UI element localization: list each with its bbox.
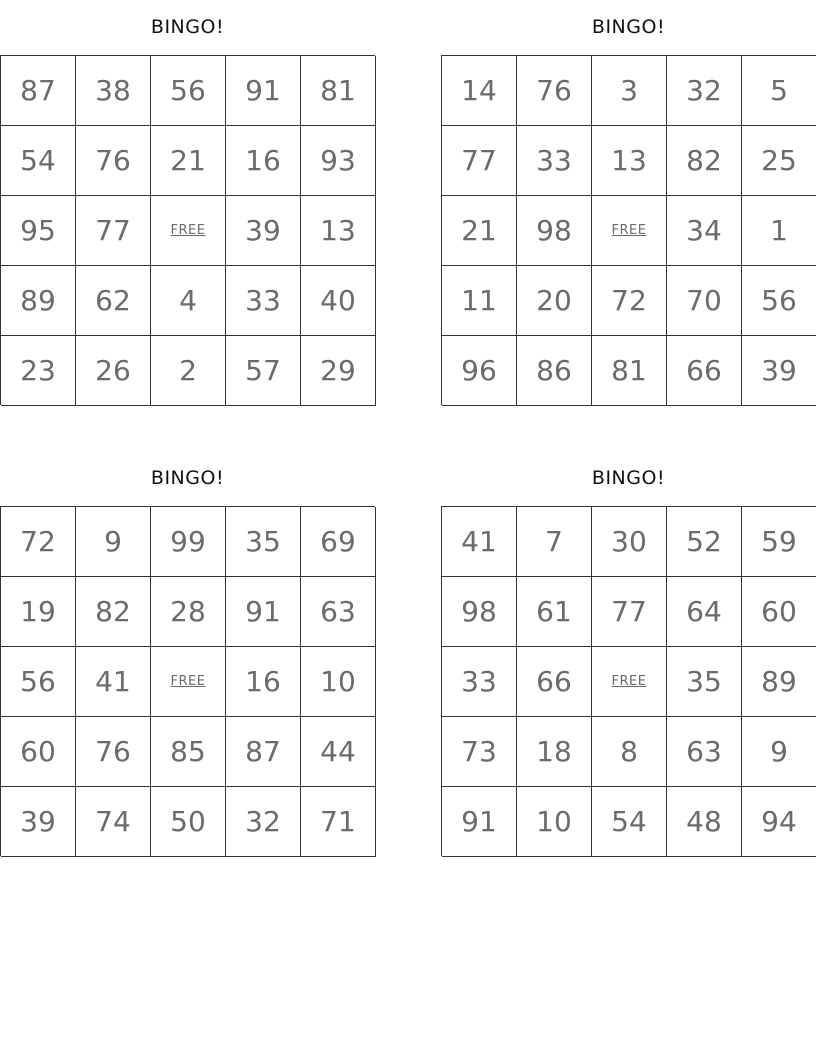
bingo-number-cell: 23 bbox=[1, 336, 76, 406]
bingo-number-cell: 95 bbox=[1, 196, 76, 266]
bingo-number-cell: 71 bbox=[301, 787, 376, 857]
bingo-number-cell: 13 bbox=[301, 196, 376, 266]
bingo-number-cell: 21 bbox=[442, 196, 517, 266]
bingo-number-cell: 50 bbox=[151, 787, 226, 857]
bingo-number-cell: 63 bbox=[301, 577, 376, 647]
bingo-number-cell: 91 bbox=[442, 787, 517, 857]
bingo-number-cell: 44 bbox=[301, 717, 376, 787]
bingo-number-cell: 77 bbox=[592, 577, 667, 647]
bingo-grid bbox=[441, 55, 816, 405]
bingo-number-cell: 18 bbox=[517, 717, 592, 787]
bingo-number-cell: 91 bbox=[226, 56, 301, 126]
bingo-card-1 bbox=[0, 0, 375, 405]
bingo-number-cell: 56 bbox=[742, 266, 816, 336]
bingo-number-cell: 87 bbox=[226, 717, 301, 787]
bingo-number-cell: 62 bbox=[76, 266, 151, 336]
bingo-number-cell: 74 bbox=[76, 787, 151, 857]
bingo-number-cell: 64 bbox=[667, 577, 742, 647]
free-space-cell: FREE bbox=[151, 196, 226, 266]
bingo-number-cell: 4 bbox=[151, 266, 226, 336]
free-space-cell: FREE bbox=[151, 647, 226, 717]
bingo-number-cell: 10 bbox=[301, 647, 376, 717]
card-title: BINGO! bbox=[150, 467, 225, 489]
bingo-number-cell: 89 bbox=[742, 647, 816, 717]
bingo-number-cell: 66 bbox=[667, 336, 742, 406]
bingo-number-cell: 66 bbox=[517, 647, 592, 717]
bingo-number-cell: 32 bbox=[226, 787, 301, 857]
bingo-number-cell: 33 bbox=[517, 126, 592, 196]
bingo-number-cell: 69 bbox=[301, 507, 376, 577]
bingo-number-cell: 82 bbox=[76, 577, 151, 647]
bingo-number-cell: 35 bbox=[226, 507, 301, 577]
free-space-cell: FREE bbox=[592, 196, 667, 266]
bingo-number-cell: 35 bbox=[667, 647, 742, 717]
free-space-cell: FREE bbox=[592, 647, 667, 717]
bingo-number-cell: 30 bbox=[592, 507, 667, 577]
bingo-number-cell: 48 bbox=[667, 787, 742, 857]
bingo-number-cell: 10 bbox=[517, 787, 592, 857]
bingo-number-cell: 54 bbox=[592, 787, 667, 857]
bingo-number-cell: 54 bbox=[1, 126, 76, 196]
bingo-number-cell: 85 bbox=[151, 717, 226, 787]
bingo-number-cell: 82 bbox=[667, 126, 742, 196]
bingo-number-cell: 81 bbox=[592, 336, 667, 406]
bingo-number-cell: 89 bbox=[1, 266, 76, 336]
bingo-number-cell: 76 bbox=[76, 717, 151, 787]
bingo-number-cell: 11 bbox=[442, 266, 517, 336]
bingo-number-cell: 33 bbox=[442, 647, 517, 717]
bingo-number-cell: 91 bbox=[226, 577, 301, 647]
bingo-number-cell: 77 bbox=[76, 196, 151, 266]
bingo-number-cell: 16 bbox=[226, 647, 301, 717]
card-title: BINGO! bbox=[591, 16, 666, 38]
bingo-number-cell: 14 bbox=[442, 56, 517, 126]
bingo-number-cell: 76 bbox=[517, 56, 592, 126]
bingo-number-cell: 96 bbox=[442, 336, 517, 406]
bingo-number-cell: 16 bbox=[226, 126, 301, 196]
bingo-number-cell: 76 bbox=[76, 126, 151, 196]
bingo-number-cell: 33 bbox=[226, 266, 301, 336]
bingo-number-cell: 52 bbox=[667, 507, 742, 577]
bingo-number-cell: 21 bbox=[151, 126, 226, 196]
bingo-number-cell: 60 bbox=[742, 577, 816, 647]
bingo-number-cell: 39 bbox=[226, 196, 301, 266]
bingo-number-cell: 32 bbox=[667, 56, 742, 126]
bingo-number-cell: 3 bbox=[592, 56, 667, 126]
bingo-number-cell: 39 bbox=[742, 336, 816, 406]
bingo-number-cell: 72 bbox=[592, 266, 667, 336]
bingo-number-cell: 70 bbox=[667, 266, 742, 336]
bingo-number-cell: 1 bbox=[742, 196, 816, 266]
bingo-number-cell: 63 bbox=[667, 717, 742, 787]
bingo-number-cell: 7 bbox=[517, 507, 592, 577]
bingo-number-cell: 61 bbox=[517, 577, 592, 647]
bingo-card-3 bbox=[0, 451, 375, 856]
bingo-number-cell: 5 bbox=[742, 56, 816, 126]
bingo-number-cell: 39 bbox=[1, 787, 76, 857]
bingo-number-cell: 86 bbox=[517, 336, 592, 406]
bingo-number-cell: 38 bbox=[76, 56, 151, 126]
card-title: BINGO! bbox=[150, 16, 225, 38]
bingo-number-cell: 99 bbox=[151, 507, 226, 577]
bingo-number-cell: 29 bbox=[301, 336, 376, 406]
bingo-number-cell: 2 bbox=[151, 336, 226, 406]
bingo-grid bbox=[0, 506, 375, 856]
bingo-number-cell: 40 bbox=[301, 266, 376, 336]
bingo-grid bbox=[0, 55, 375, 405]
bingo-number-cell: 9 bbox=[76, 507, 151, 577]
bingo-number-cell: 59 bbox=[742, 507, 816, 577]
card-title: BINGO! bbox=[591, 467, 666, 489]
bingo-number-cell: 73 bbox=[442, 717, 517, 787]
bingo-number-cell: 25 bbox=[742, 126, 816, 196]
bingo-number-cell: 81 bbox=[301, 56, 376, 126]
bingo-number-cell: 41 bbox=[76, 647, 151, 717]
bingo-number-cell: 56 bbox=[1, 647, 76, 717]
bingo-card-2 bbox=[441, 0, 816, 405]
bingo-number-cell: 98 bbox=[442, 577, 517, 647]
bingo-number-cell: 57 bbox=[226, 336, 301, 406]
bingo-number-cell: 19 bbox=[1, 577, 76, 647]
bingo-number-cell: 87 bbox=[1, 56, 76, 126]
bingo-number-cell: 13 bbox=[592, 126, 667, 196]
bingo-grid bbox=[441, 506, 816, 856]
bingo-number-cell: 28 bbox=[151, 577, 226, 647]
bingo-number-cell: 26 bbox=[76, 336, 151, 406]
bingo-number-cell: 20 bbox=[517, 266, 592, 336]
bingo-number-cell: 72 bbox=[1, 507, 76, 577]
bingo-number-cell: 9 bbox=[742, 717, 816, 787]
bingo-number-cell: 34 bbox=[667, 196, 742, 266]
bingo-number-cell: 41 bbox=[442, 507, 517, 577]
bingo-number-cell: 93 bbox=[301, 126, 376, 196]
bingo-number-cell: 8 bbox=[592, 717, 667, 787]
bingo-number-cell: 60 bbox=[1, 717, 76, 787]
bingo-card-4 bbox=[441, 451, 816, 856]
bingo-number-cell: 77 bbox=[442, 126, 517, 196]
bingo-number-cell: 56 bbox=[151, 56, 226, 126]
bingo-number-cell: 94 bbox=[742, 787, 816, 857]
bingo-number-cell: 98 bbox=[517, 196, 592, 266]
